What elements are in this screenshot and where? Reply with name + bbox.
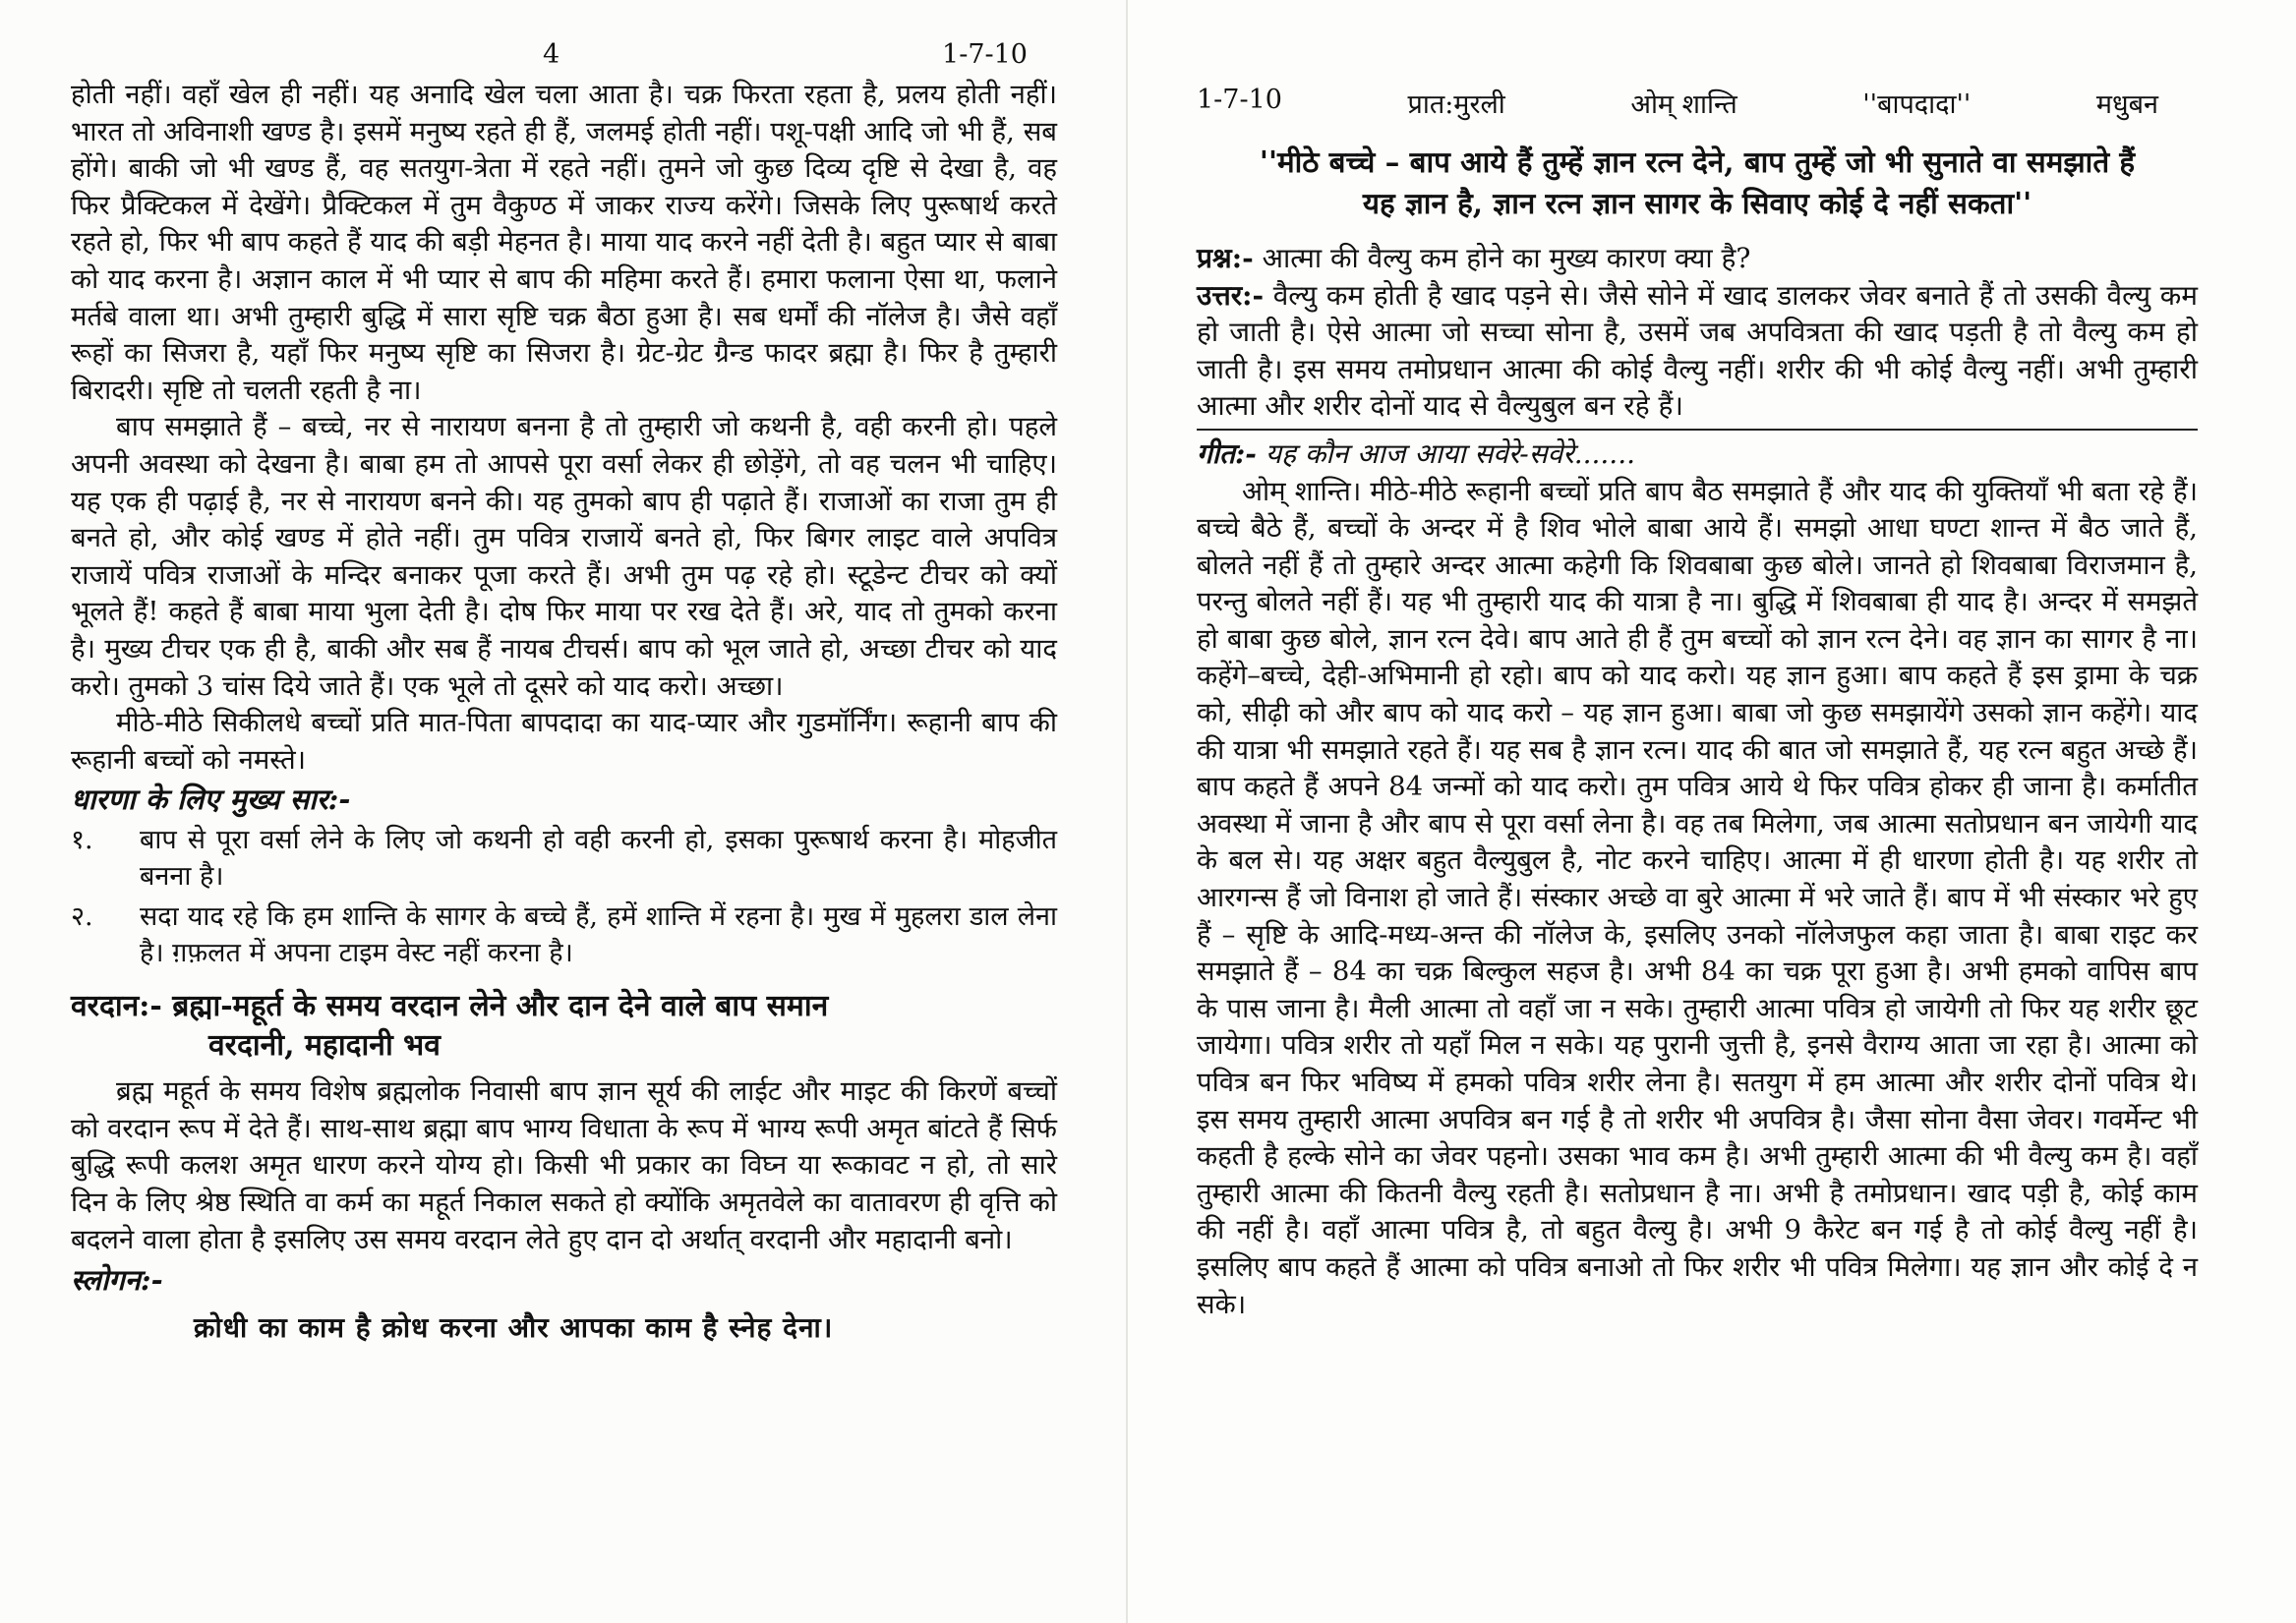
om-shanti-label: ओम् शान्ति [1630,89,1737,120]
dharna-point-1 [71,822,1057,895]
murli-title [1197,142,2198,224]
right-page-header [1197,39,2198,128]
slogan-label: स्लोगन:- [71,1263,163,1298]
dharna-point-2 [71,898,1057,971]
vardan-label: वरदान:- [71,989,162,1024]
right-page [1126,0,2296,1623]
slogan-text: क्रोधी का काम है क्रोध करना और आपका काम है स्नेह देना। [194,1311,834,1345]
section-divider [1197,429,2198,431]
title-line-2: यह ज्ञान है, ज्ञान रत्न ज्ञान सागर के सिवाए कोई दे नहीं सकता'' [1362,186,2032,220]
answer-label: उत्तर:- [1197,278,1265,312]
point-text: बाप से पूरा वर्सा लेने के लिए जो कथनी हो वही करनी हो, इसका पुरूषार्थ करना है। मोहजीत बनना है। [140,825,1057,893]
left-date: 1-7-10 [942,39,1028,70]
left-page [0,0,1126,1623]
right-date: 1-7-10 [1197,85,1282,115]
geet-label: गीत:- [1197,436,1257,470]
answer-text: वैल्यु कम होती है खाद पड़ने से। जैसे सोने में खाद डालकर जेवर बनाते हैं तो उसकी वैल्यु कम हो जाती है। ऐसे आत्मा जो सच्चा सोना है, उसमें जब अपवित्रता की खाद पड़ती है तो वैल्यु कम हो जाती है। इस समय तमोप्रधान आत्मा की कोई वैल्यु नहीं। शरीर की भी कोई वैल्यु नहीं। अभी तुम्हारी आत्मा और शरीर दोनों याद से वैल्युबुल बन रहे हैं। [1197,278,2198,422]
murli-body: ओम् शान्ति। मीठे-मीठे रूहानी बच्चों प्रति बाप बैठ समझाते हैं और याद की युक्तियाँ भी बता रहे हैं। बच्चे बैठे हैं, बच्चों के अन्दर में है शिव भोले बाबा आये हैं। समझो आधा घण्टा शान्त में बैठ जाते हैं, बोलते नहीं हैं तो तुम्हारे अन्दर आत्मा कहेगी कि शिवबाबा कुछ बोले। जानते हो शिवबाबा विराजमान है, परन्तु बोलते नहीं हैं। यह भी तुम्हारी याद की यात्रा है ना। बुद्धि में शिवबाबा ही याद है। अन्दर में समझते हो बाबा कुछ बोले, ज्ञान रत्न देवे। बाप आते ही हैं तुम बच्चों को ज्ञान रत्न देने। वह ज्ञान का सागर है ना। कहेंगे–बच्चे, देही-अभिमानी हो रहो। बाप को याद करो। यह ज्ञान हुआ। बाप कहते हैं इस ड्रामा के चक्र को, सीढ़ी को और बाप को याद करो – यह ज्ञान हुआ। बाबा जो कुछ समझायेंगे उसको ज्ञान कहेंगे। याद की यात्रा भी समझाते रहते हैं। यह सब है ज्ञान रत्न। याद की बात जो समझाते हैं, यह रत्न बहुत अच्छे हैं। बाप कहते हैं अपने 84 जन्मों को याद करो। तुम पवित्र आये थे फिर पवित्र होकर ही जाना है। कर्मातीत अवस्था में जाना है और बाप से पूरा वर्सा लेना है। वह तब मिलेगा, जब आत्मा सतोप्रधान बन जायेगी याद के बल से। यह अक्षर बहुत वैल्युबुल है, नोट करने चाहिए। आत्मा में ही धारणा होती है। यह शरीर तो आरगन्स हैं जो विनाश हो जाते हैं। संस्कार अच्छे वा बुरे आत्मा में भरे जाते हैं। बाप में भी संस्कार भरे हुए हैं – सृष्टि के आदि-मध्य-अन्त की नॉलेज के, इसलिए उनको नॉलेजफुल कहा जाता है। बाबा राइट कर समझाते हैं – 84 का चक्र बिल्कुल सहज है। अभी 84 का चक्र पूरा हुआ है। अभी हमको वापिस बाप के पास जाना है। मैली आत्मा तो वहाँ जा न सके। तुम्हारी आत्मा पवित्र हो जायेगी तो फिर यह शरीर छूट जायेगा। पवित्र शरीर तो यहाँ मिल न सके। यह पुरानी जुत्ती है, इनसे वैराग्य आता जा रहा है। आत्मा को पवित्र बन फिर भविष्य में हमको पवित्र शरीर लेना है। सतयुग में हम आत्मा और शरीर दोनों पवित्र थे। इस समय तुम्हारी आत्मा अपवित्र बन गई है तो शरीर भी अपवित्र है। जैसा सोना वैसा जेवर। गवर्मेन्ट भी कहती है हल्के सोने का जेवर पहनो। उसका भाव कम है। अभी तुम्हारी आत्मा की भी वैल्यु कम है। वहाँ तुम्हारी आत्मा की कितनी वैल्यु रहती है। सतोप्रधान है ना। अभी है तमोप्रधान। खाद पड़ी है, कोई काम की नहीं है। वहाँ आत्मा पवित्र है, तो बहुत वैल्यु है। अभी 9 कैरेट बन गई है तो कोई वैल्यु नहीं है। इसलिए बाप कहते हैं आत्मा को पवित्र बनाओ तो फिर शरीर भी पवित्र मिलेगा। यह ज्ञान और कोई दे न सके। [1197,475,2198,1320]
answer [1197,277,2198,425]
bapdada-label: ''बापदादा'' [1862,89,1972,120]
left-page-header [71,39,1057,77]
point-number: १. [71,825,93,856]
title-line-1: ''मीठे बच्चे – बाप आये हैं तुम्हें ज्ञान रत्न देने, बाप तुम्हें जो भी सुनाते वा समझाते हैं [1259,145,2136,179]
point-text: सदा याद रहे कि हम शान्ति के सागर के बच्चे हैं, हमें शान्ति में रहना है। मुख में मुहलरा डाल लेना है। ग़फ़लत में अपना टाइम वेस्ट नहीं करना है। [140,901,1057,969]
point-number: २. [71,901,93,933]
murli-label: प्रात:मुरली [1407,89,1505,120]
question-text: आत्मा की वैल्यु कम होने का मुख्य कारण क्या है? [1262,242,1751,274]
place-label: मधुबन [2095,89,2158,120]
page-number: 4 [543,39,560,70]
question [1197,240,2198,277]
question-label: प्रश्न:- [1197,242,1254,274]
vardan-heading [71,987,1057,1066]
vardan-title-line1: ब्रह्मा-महूर्त के समय वरदान लेने और दान देने वाले बाप समान [172,989,829,1024]
paragraph-2: बाप समझाते हैं – बच्चे, नर से नारायण बनना है तो तुम्हारी जो कथनी है, वही करनी हो। पहले अपनी अवस्था को देखना है। बाबा हम तो आपसे पूरा वर्सा लेकर ही छोड़ेंगे, तो वह चलन भी चाहिए। यह एक ही पढ़ाई है, नर से नारायण बनने की। यह तुमको बाप ही पढ़ाते हैं। राजाओं का राजा तुम ही बनते हो, और कोई खण्ड में होते नहीं। तुम पवित्र राजायें बनते हो, फिर बिगर लाइट वाले अपवित्र राजायें पवित्र राजाओं के मन्दिर बनाकर पूजा करते हैं। अभी तुम पढ़ रहे हो। स्टूडेन्ट टीचर को क्यों भूलते हैं! कहते हैं बाबा माया भुला देती है। दोष फिर माया पर रख देते हैं। अरे, याद तो तुमको करना है। मुख्य टीचर एक ही है, बाकी और सब हैं नायब टीचर्स। बाप को भूल जाते हो, अच्छा टीचर को याद करो। तुमको 3 चांस दिये जाते हैं। एक भूले तो दूसरे को याद करो। अच्छा। [71,411,1057,702]
geet-text: यह कौन आज आया सवेरे-सवेरे....... [1265,436,1636,470]
vardan-text: ब्रह्म महूर्त के समय विशेष ब्रह्मलोक निवासी बाप ज्ञान सूर्य की लाईट और माइट की किरणें बच्चों को वरदान रूप में देते हैं। साथ-साथ ब्रह्मा बाप भाग्य विधाता के रूप में भाग्य रूपी अमृत बांटते हैं सिर्फ बुद्धि रूपी कलश अमृत धारण करने योग्य हो। किसी भी प्रकार का विघ्न या रूकावट न हो, तो सारे दिन के लिए श्रेष्ठ स्थिति वा कर्म का महूर्त निकाल सकते हो क्योंकि अमृतवेले का वातावरण ही वृत्ति को बदलने वाला होता है इसलिए उस समय वरदान लेते हुए दान दो अर्थात् वरदानी और महादानी बनो। [71,1075,1057,1255]
paragraph-1: होती नहीं। वहाँ खेल ही नहीं। यह अनादि खेल चला आता है। चक्र फिरता रहता है, प्रलय होती नहीं। भारत तो अविनाशी खण्ड है। इसमें मनुष्य रहते ही हैं, जलमई होती नहीं। पशू-पक्षी आदि जो भी हैं, सब होंगे। बाकी जो भी खण्ड हैं, वह सतयुग-त्रेता में रहते नहीं। तुमने जो कुछ दिव्य दृष्टि से देखा है, वह फिर प्रैक्टिकल में देखेंगे। प्रैक्टिकल में तुम वैकुण्ठ में जाकर राज्य करेंगे। जिसके लिए पुरूषार्थ करते रहते हो, फिर भी बाप कहते हैं याद की बड़ी मेहनत है। माया याद करने नहीं देती है। बहुत प्यार से बाबा को याद करना है। अज्ञान काल में भी प्यार से बाप की महिमा करते हैं। हमारा फलाना ऐसा था, फलाने मर्तबे वाला था। अभी तुम्हारी बुद्धि में सारा सृष्टि चक्र बैठा हुआ है। सब धर्मों की नॉलेज है। जैसे वहाँ रूहों का सिजरा है, यहाँ फिर मनुष्य सृष्टि का सिजरा है। ग्रेट-ग्रेट ग्रैन्ड फादर ब्रह्मा है। फिर है तुम्हारी बिरादरी। सृष्टि तो चलती रहती है ना। [71,79,1057,406]
vardan-title-line2: वरदानी, महादानी भव [208,1028,441,1064]
geet [1197,436,2198,472]
paragraph-3: मीठे-मीठे सिकीलधे बच्चों प्रति मात-पिता बापदादा का याद-प्यार और गुडमॉर्निंग। रूहानी बाप की रूहानी बच्चों को नमस्ते। [71,707,1057,776]
dharna-heading: धारणा के लिए मुख्य सार:- [71,783,351,817]
